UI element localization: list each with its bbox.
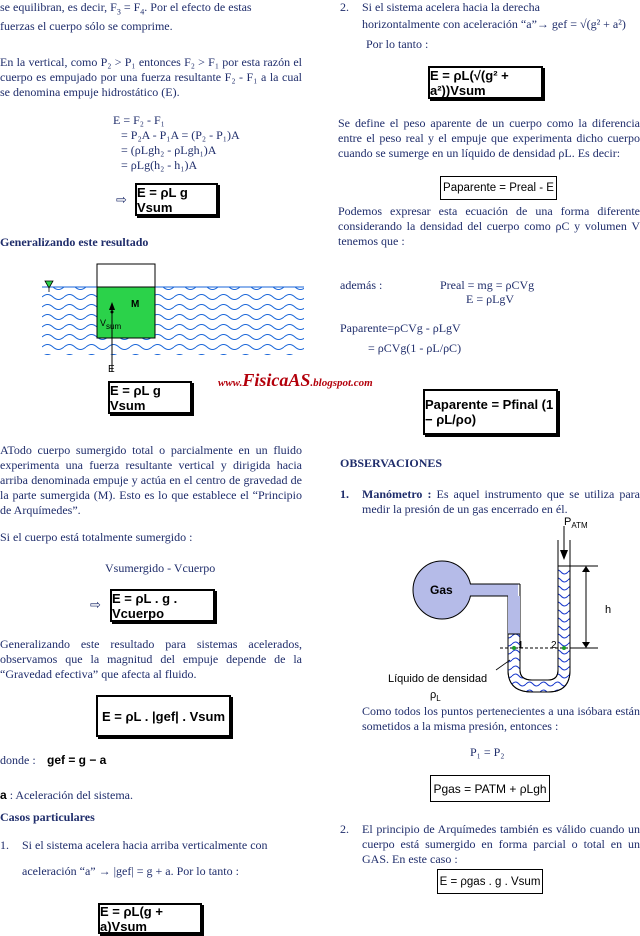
obs1-title: Manómetro : (362, 487, 432, 501)
patm-label: $P_{ATM}$ (564, 516, 588, 531)
derivation-line: = P₂A - P₁A = (P₂ - P₁)A (121, 128, 240, 142)
derivation-line: E = F₂ - F₁ (113, 113, 165, 127)
accel-definition: a : Aceleración del sistema. (0, 788, 133, 802)
e-equation: E = ρLgV (466, 292, 515, 306)
obs1-paragraph: Manómetro : Es aquel instrumento que se utiliza para medir la presión de un gas encerrado en él. (362, 487, 640, 516)
liquid-label: Líquido de densidad (388, 673, 488, 685)
point-2 (562, 646, 566, 650)
arrow-icon: ⇨ (116, 192, 127, 207)
papar-equation-1: Paparente=ρCVg - ρLgV (340, 321, 461, 335)
p1-p2-equation: P₁ = P₂ (470, 745, 505, 759)
formula-box-case1: E = ρL(g + a)Vsum (98, 903, 202, 934)
label-Vsum: $V_{sum}$ (100, 318, 122, 331)
intro-paragraph: se equilibran, es decir, $F_3 = F_4$. Por el efecto de estas fuerzas el cuerpo sólo se comprime. (0, 0, 252, 34)
point-1-label: 1 (518, 640, 524, 651)
apparent-weight-paragraph: Se define el peso aparente de un cuerpo como la diferencia entre el peso real y el empuje que experimenta dicho cuerpo cuando se sumerge en un líquido de densidad ρL. Es decir: (338, 116, 640, 160)
formula-box-case2: E = ρL(√(g² + a²))Vsum (428, 66, 543, 99)
ademas-label: además : (340, 278, 383, 292)
formula-box-empuje-2: E = ρL g Vsum (108, 381, 192, 414)
case1-line2: aceleración “a” → |gef| = g + a. Por lo tanto : (22, 864, 239, 878)
derivation-line: = (ρLgh₂ - ρLgh₁)A (121, 143, 217, 157)
papar-equation-2: = ρCVg(1 - ρL/ρC) (368, 341, 462, 355)
obs2-number: 2. (340, 822, 349, 836)
h-label: h (605, 604, 612, 616)
derivation-line: = ρLg(h₂ - h₁)A (121, 158, 198, 172)
gas-pipe (470, 584, 518, 596)
case1-line1: Si el sistema acelera hacia arriba verticalmente con (22, 838, 268, 852)
formula-box-pgas: Pgas = PATM + ρLgh (430, 775, 550, 802)
label-M: M (131, 299, 140, 310)
express-paragraph: Podemos expresar esta ecuación de una forma diferente considerando la densidad del cuerpo como ρC y volumen V tenemos que : (338, 204, 640, 248)
formula-box-paparente: Paparente = Preal - E (440, 176, 557, 200)
water-region (42, 287, 304, 355)
heading-generalizando: Generalizando este resultado (0, 235, 149, 249)
preal-equation: Preal = mg = ρCVg (440, 278, 535, 292)
heading-casos: Casos particulares (0, 810, 95, 824)
obs1-number: 1. (340, 487, 349, 501)
accelerated-paragraph: Generalizando este resultado para sistemas acelerados, observamos que la magnitud del empuje depende de la “Gravedad efectiva” que afecta al fluido. (0, 637, 302, 681)
vertical-paragraph: En la vertical, como P₂ > P₁ entonces F₂ > F₁ por esta razón el cuerpo es empujado por una fuerza resultante F₂ - F₁ a la cual se denomina empuje hidrostático (E). (0, 55, 302, 99)
donde-label: donde : (0, 753, 36, 767)
archimedes-paragraph: ATodo cuerpo sumergido total o parcialmente en un fluido experimenta una fuerza resultante vertical y dirigida hacia arriba denominada empuje y actúa en el centro de gravedad de la parte sumergida (M). Esto es lo que establece el “Principio de Arquímedes”. (0, 443, 302, 517)
patm-arrow-icon (560, 550, 568, 560)
case2-line1: Si el sistema acelera hacia la derecha (362, 0, 540, 14)
point-1 (512, 646, 516, 650)
point-2-label: 2 (551, 640, 557, 651)
accel-symbol: a (0, 788, 7, 802)
formula-box-gas: E = ρgas . g . Vsum (437, 869, 543, 894)
heading-observaciones: OBSERVACIONES (340, 456, 443, 470)
gef-equation: gef = g − a (47, 753, 107, 767)
case2-number: 2. (340, 0, 349, 14)
obs2-paragraph: El principio de Arquímedes también es válido cuando un cuerpo está sumergido en forma parcial o total en un GAS. En este caso : (362, 822, 640, 866)
total-paragraph: Si el cuerpo está totalmente sumergido : (0, 530, 193, 544)
watermark: www.FisicaAS.blogspot.com (218, 370, 373, 390)
vsum-equation: Vsumergido - Vcuerpo (105, 561, 216, 575)
case2-line3: Por lo tanto : (366, 37, 429, 51)
isobar-paragraph: Como todos los puntos pertenecientes a una isóbara están sometidos a la misma presión, entonces : (362, 704, 640, 733)
rho-label: $\rho_L$ (430, 689, 441, 704)
formula-box-pfinal: Paparente = Pfinal (1 − ρL/ρo) (423, 389, 558, 435)
formula-box-empuje: E = ρL g Vsum (135, 183, 218, 216)
label-E: E (108, 364, 115, 375)
derivation (113, 113, 240, 173)
case2-line2: horizontalmente con aceleración “a”→ gef = √(g² + a²) (362, 17, 626, 31)
formula-box-gef: E = ρL . |gef| . Vsum (96, 695, 231, 737)
formula-box-vcuerpo: E = ρL . g . Vcuerpo (110, 589, 215, 622)
gas-label: Gas (430, 583, 453, 597)
arrow-icon: ⇨ (90, 597, 101, 612)
case1-number: 1. (0, 838, 9, 852)
submerged-body-diagram (42, 262, 304, 380)
